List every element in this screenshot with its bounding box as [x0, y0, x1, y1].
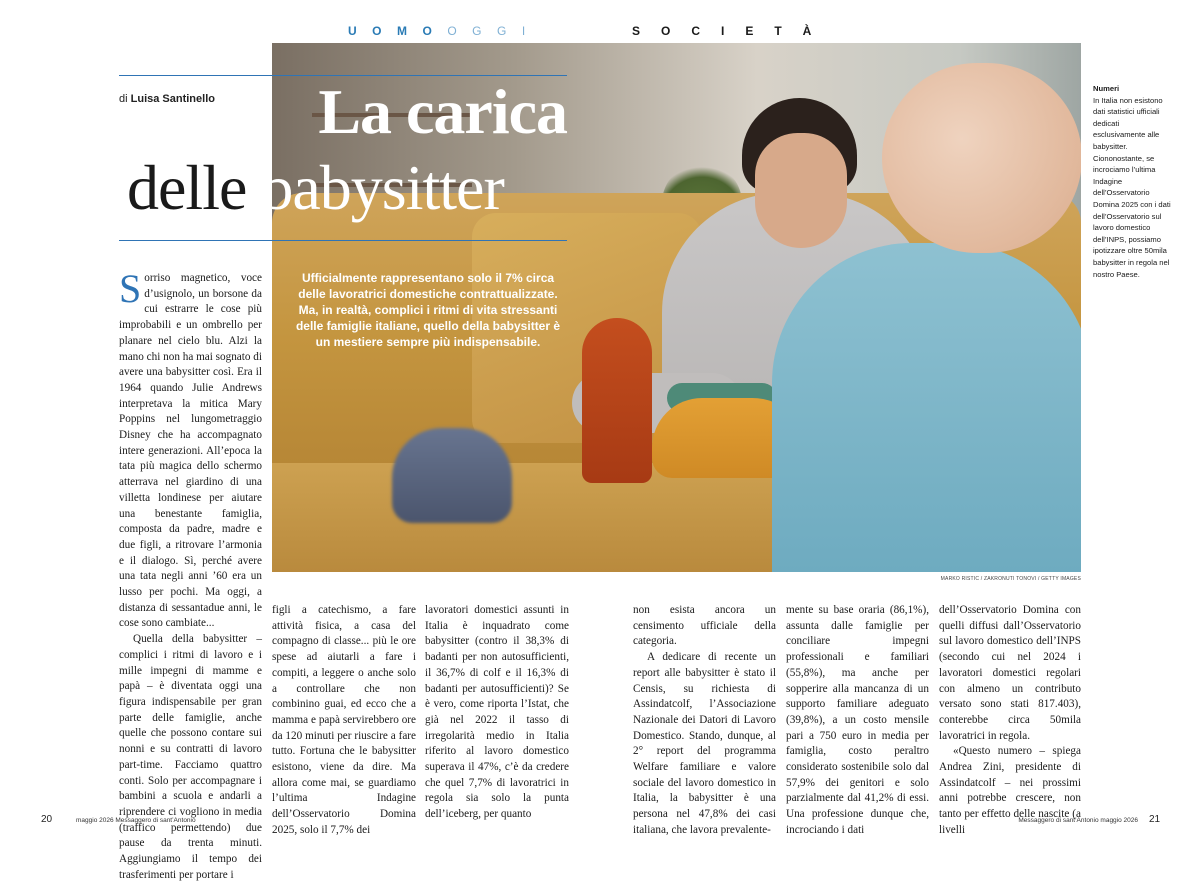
- body-paragraph: «Questo numero – spiega Andrea Zini, presidente di Assindatcolf – nei prossimi anni potrebbe crescere, non tanto per effetto delle nascite (a livelli: [939, 745, 1081, 836]
- footer-magazine-right: Messaggero di sant’Antonio maggio 2026: [1018, 817, 1138, 824]
- sidebar-title: Numeri: [1093, 84, 1120, 93]
- byline-author: Luisa Santinello: [130, 93, 215, 105]
- running-head-oggi: OGGI: [447, 24, 541, 38]
- byline: [119, 93, 215, 105]
- body-column-3: [425, 603, 569, 823]
- article-title-line1: La carica: [318, 76, 567, 147]
- sidebar-text: In Italia non esistono dati statistici ufficiali dedicati esclusivamente alle babysitter. Ciononostante, se incrociamo l’ultima Indagine dell’Osservatorio Domina 2025 con i dati dell’Osservatorio sul lavoro domestico dell’INPS, possiamo ipotizzare oltre 50mila babysitter in regola nel nostro Paese.: [1093, 95, 1171, 279]
- body-paragraph: non esista ancora un censimento ufficiale della categoria.: [633, 604, 776, 648]
- body-column-4: [633, 603, 776, 839]
- body-paragraph: Quella della babysitter – complici i ritmi di lavoro e i mille impegni di mamme e papà – è diventata oggi una figura indispensabile per gran parte delle famiglie, anche quelle che possono contare sui nonni e su contratti di lavoro part-time. Facciamo quattro conti. Solo per accompagnare i bambini a scuola e andarli a riprendere ci vogliono in media (traffico permettendo) due pause da trenta minuti. Aggiungiamo il tempo dei trasferimenti per portare i: [119, 633, 262, 881]
- sidebar-numbers: [1093, 83, 1173, 280]
- body-column-2: [272, 603, 416, 839]
- photo-credit: MARKO RISTIC / ZAKRONUTI TONOVI / GETTY IMAGES: [940, 576, 1081, 582]
- body-column-1: [119, 266, 262, 883]
- body-paragraph: lavoratori domestici assunti in Italia è inquadrato come babysitter (contro il 38,3% di badanti per non autosufficienti, il 36,7% di colf e il 16,3% di badanti per autosufficienti)? Se è vero, come riporta l’Istat, che già nel 2022 il tasso di irregolarità medio in Italia riferito al lavoro domestico superava il 47%, c’è da credere che quel 7,7% di lavoratrici in regola sia solo la punta dell’iceberg, per quanto: [425, 604, 569, 821]
- running-head-section: [348, 24, 541, 38]
- title-word-delle: delle: [127, 152, 247, 223]
- body-paragraph: mente su base oraria (86,1%), assunta dalle famiglie per conciliare impegni professionali e familiari (55,8%), ma anche per sopperire alla mancanza di un supporto familiare adeguato (39,8%), a un costo mensile pari a 750 euro in media per famiglia, costo peraltro considerato sostenibile solo dal 57,9% dei genitori e solo parzialmente dal 41,2% di essi. Una professione dunque che, incrociando i dati: [786, 604, 929, 836]
- body-paragraph: figli a catechismo, a fare attività fisica, a casa del compagno di classe... più le ore spese ad aiutarli a fare i compiti, a leggere o anche solo a controllare che non combinino guai, ed ecco che a mamma e papà servirebbero ore da 120 minuti per riuscire a fare tutto. Fortuna che le babysitter esistono, viene da dire. Ma allora come mai, se guardiamo l’ultima Indagine dell’Osservatorio Domina 2025, solo il 7,7% dei: [272, 604, 416, 836]
- body-paragraph: dell’Osservatorio Domina con quelli diffusi dall’Osservatorio sul lavoro domestico dell’INPS (secondo cui nel 2024 i lavoratori domestici regolari con almeno un contributo versato sono stati 817.403), conterebbe circa 50mila lavoratrici in regola.: [939, 604, 1081, 742]
- footer-magazine-left: maggio 2026 Messaggero di sant’Antonio: [76, 817, 196, 824]
- body-paragraph: A dedicare di recente un report alle babysitter è stato il Censis, su richiesta di Assindatcolf, l’Associazione Nazionale dei Datori di Lavoro Domestico. Stando, dunque, al 2° report del programma Welfare familiare e valore sociale del lavoro domestico in Italia, la babysitter è una persona nel 47,8% dei casi italiana, che lavora prevalente-: [633, 651, 776, 836]
- running-head-category: SOCIETÀ: [632, 24, 833, 38]
- article-deck: Ufficialmente rappresentano solo il 7% circa delle lavoratrici domestiche contrattualizzate. Ma, in realtà, complici i ritmi di vita stressanti delle famiglie italiane, quello della babysitter è un mestiere sempre più indispensabile.: [295, 271, 561, 349]
- title-rule-bottom: [119, 240, 567, 241]
- page-number-left: 20: [41, 814, 53, 825]
- running-head-uomo: UOMO: [348, 24, 448, 38]
- body-column-6: [939, 603, 1081, 839]
- page-number-right: 21: [1149, 814, 1161, 825]
- body-paragraph: orriso magnetico, voce d’usignolo, un borsone da cui estrarre le cose più improbabili e un ombrello per planare nel cielo blu. Alzi la mano chi non ha mai sognato di avere una babysitter così. Era il 1964 quando Julie Andrews interpretava la mitica Mary Poppins nel lungometraggio Disney che ha accompagnato intere generazioni. All’epoca la tata più magica dello schermo atterrava nel giardino di una villetta londinese per aiutare una benestante famiglia, composta da padre, madre e due figli, a ritrovare l’armonia e il dialogo. Sì, perché avere una tata negli anni ’60 era un lusso per pochi. Ma oggi, a distanza di sessantadue anni, le cose sono cambiate...: [119, 272, 262, 630]
- article-title-line2: [127, 152, 504, 223]
- byline-prefix: di: [119, 93, 128, 105]
- title-word-babysitter: babysitter: [261, 152, 504, 223]
- drop-cap: S: [119, 266, 142, 311]
- body-column-5: [786, 603, 929, 839]
